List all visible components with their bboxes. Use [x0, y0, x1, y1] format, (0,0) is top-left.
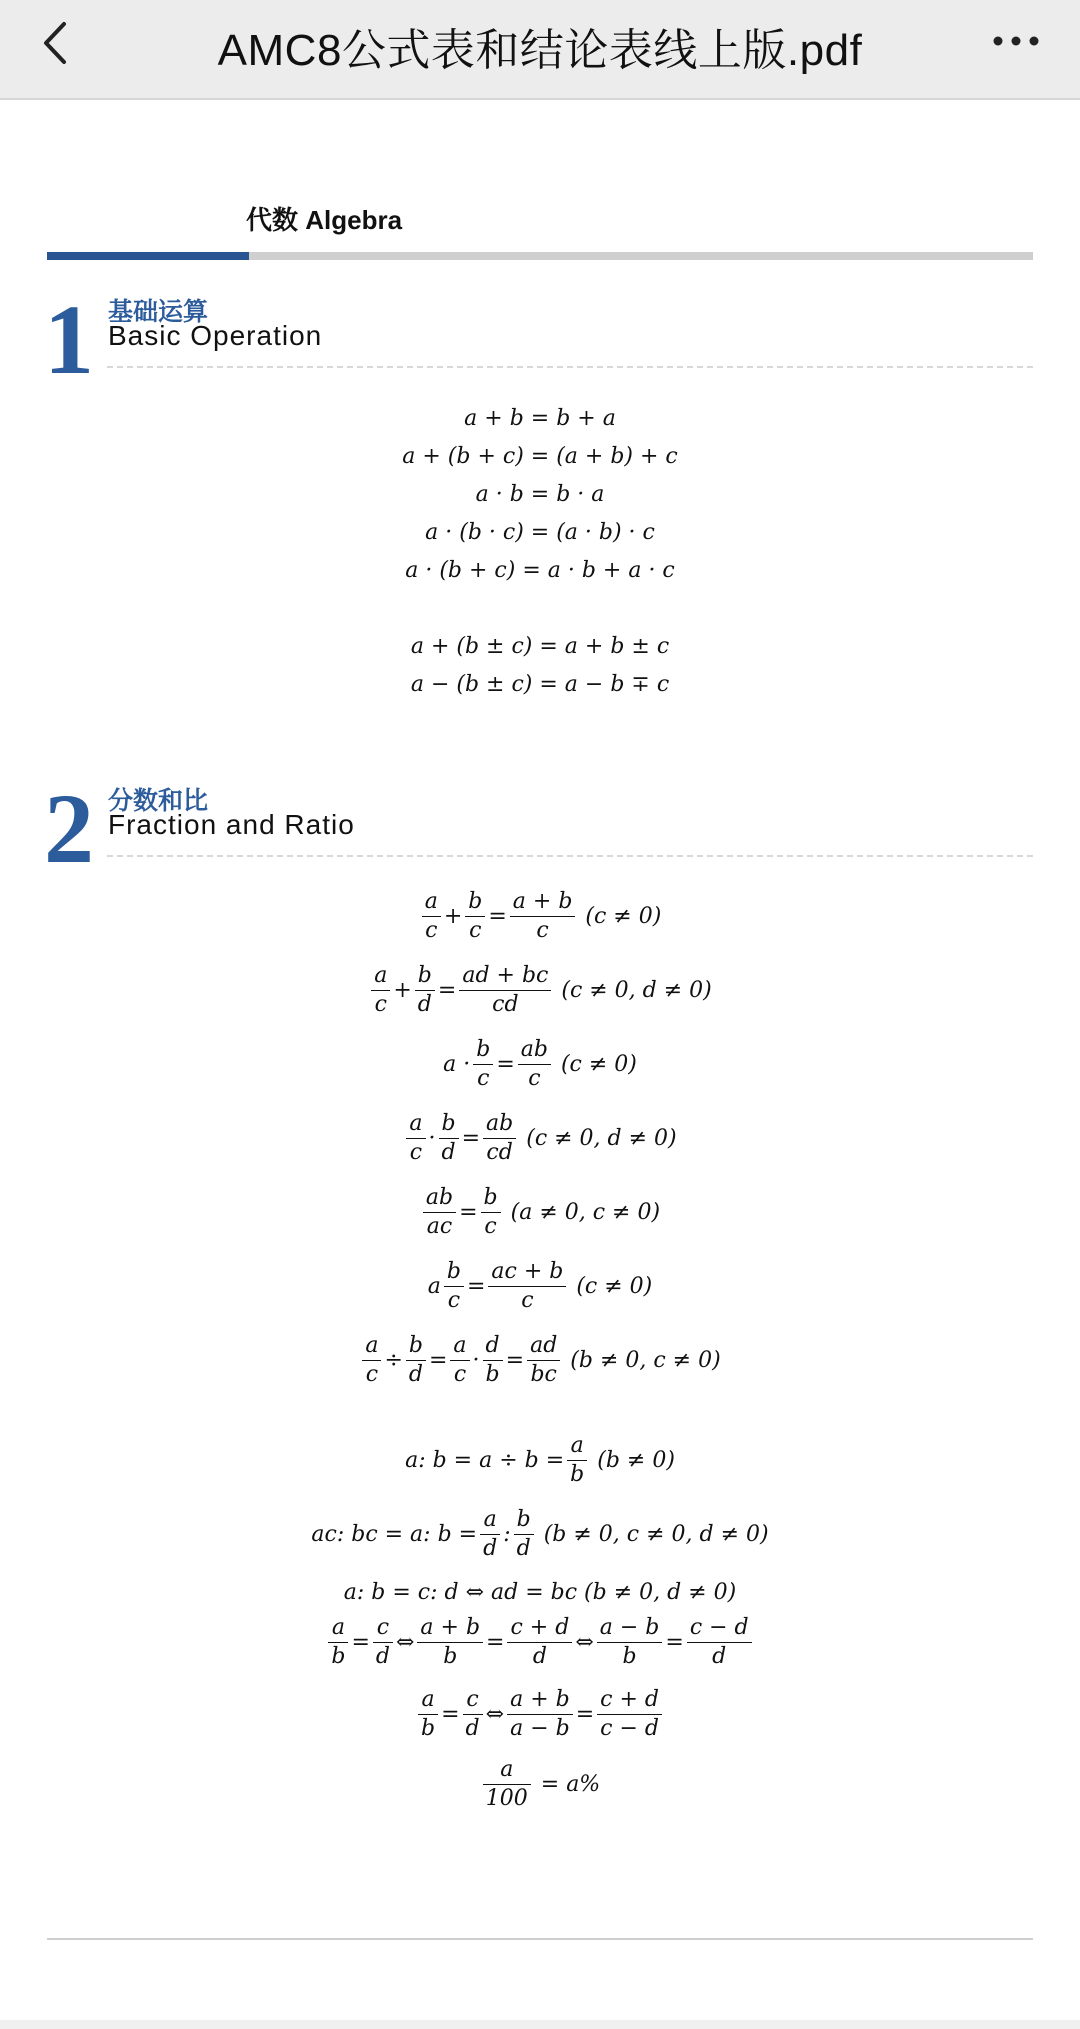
more-options-icon[interactable] [990, 26, 1042, 56]
fraction-formula-1: $\frac{a}{c}$ + $\frac{b}{c}$ = $\frac{a + b}{c}$ (c ≠ 0) [0, 888, 1080, 945]
section-2-title-en: Fraction and Ratio [108, 809, 355, 840]
section-2-dashed-rule [107, 855, 1033, 857]
section-2-title-cn: 分数和比 [108, 787, 209, 815]
fraction-formula-3: a · $\frac{b}{c}$ = $\frac{ab}{c}$ (c ≠ 0) [443, 1037, 637, 1091]
formula-line: a − (b ± c) = a − b ∓ c [410, 672, 670, 697]
page-footer-rule [47, 1938, 1033, 1940]
pdf-page [0, 100, 1080, 2020]
back-chevron-icon[interactable] [36, 18, 80, 68]
chapter-label: 代数 Algebra [246, 205, 403, 235]
section-1-dashed-rule [107, 366, 1033, 368]
proportion-formula-1: $\frac{a}{b}$ = $\frac{c}{d}$ ⇔ $\frac{a + b}{b}$ = $\frac{c + d}{d}$ ⇔ $\frac{a - b}{b}$ = $\frac{c - d}{d}$ [0, 1614, 1080, 1671]
percent-formula: $\frac{a}{100}$ = a% [0, 1756, 1080, 1813]
ratio-formula-3: a: b = c: d ⇔ ad = bc (b ≠ 0, d ≠ 0) [343, 1580, 737, 1605]
chapter-divider [47, 252, 1033, 260]
basic-operation-formulas [0, 400, 1080, 590]
formula-line: a + (b + c) = (a + b) + c [402, 444, 678, 469]
section-2-number: 2 [44, 773, 94, 884]
formula-line: a + (b ± c) = a + b ± c [410, 634, 670, 659]
fraction-formula-5: $\frac{ab}{ac}$ = $\frac{b}{c}$ (a ≠ 0, c ≠ 0) [0, 1184, 1080, 1241]
formula-line: a · (b + c) = a · b + a · c [405, 558, 675, 583]
section-1-title-cn: 基础运算 [108, 298, 209, 326]
section-1-number: 1 [44, 284, 94, 395]
nav-bar [0, 0, 1080, 100]
proportion-formula-2: $\frac{a}{b}$ = $\frac{c}{d}$ ⇔ $\frac{a + b}{a - b}$ = $\frac{c + d}{c - d}$ [0, 1686, 1080, 1743]
document-title: AMC8公式表和结论表线上版.pdf [217, 26, 863, 75]
ratio-formula-2: ac: bc = a: b = $\frac{a}{d}$ : $\frac{b}{d}$ (b ≠ 0, c ≠ 0, d ≠ 0) [311, 1507, 769, 1561]
chapter-divider-accent [47, 252, 249, 260]
section-1-title-en: Basic Operation [108, 320, 323, 351]
formula-line: a + b = b + a [464, 406, 616, 431]
ratio-formula-1: a: b = a ÷ b = $\frac{a}{b}$ (b ≠ 0) [405, 1433, 675, 1487]
fraction-formula-4: $\frac{a}{c}$ · $\frac{b}{d}$ = $\frac{ab}{cd}$ (c ≠ 0, d ≠ 0) [0, 1110, 1080, 1167]
fraction-formula-6: a $\frac{b}{c}$ = $\frac{ac + b}{c}$ (c ≠ 0) [427, 1259, 653, 1313]
fraction-formula-7: $\frac{a}{c}$ ÷ $\frac{b}{d}$ = $\frac{a}{c}$ · $\frac{d}{b}$ = $\frac{ad}{bc}$ (b ≠ 0, c ≠ 0) [0, 1332, 1080, 1389]
formula-line: a · (b · c) = (a · b) · c [425, 520, 655, 545]
fraction-formula-2: $\frac{a}{c}$ + $\frac{b}{d}$ = $\frac{ad + bc}{cd}$ (c ≠ 0, d ≠ 0) [0, 962, 1080, 1019]
sign-rule-formulas [0, 628, 1080, 704]
formula-line: a · b = b · a [475, 482, 605, 507]
